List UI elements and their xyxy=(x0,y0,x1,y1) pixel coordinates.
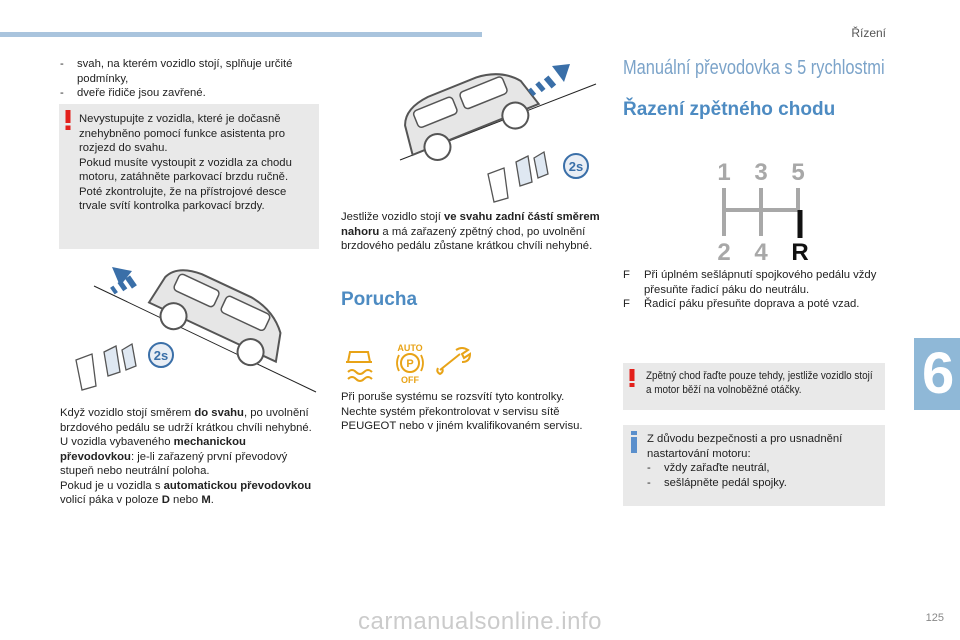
motion-arrow-icon xyxy=(110,267,137,294)
downhill-text: Když vozidlo stojí směrem do svahu, po uvolnění brzdového pedálu se udrží krátkou chvíli nehybné. U vozidla vybaveného mechanickou převodovkou: je-li zařazený první převodový stupeň nebo neutrální poloha. Pokud je u vozidla s automatickou převodovkou volicí páka v poloze D nebo M. xyxy=(60,407,312,506)
warning-box xyxy=(59,104,319,249)
warning-lamps xyxy=(340,340,480,386)
gear-shift-pattern xyxy=(712,152,812,264)
section-title: Řízení xyxy=(851,26,886,40)
warning-text: Nevystupujte z vozidla, které je dočasně znehybněno pomocí funkce asistenta pro rozjezd do svahu. Pokud musíte vystoupit z vozidla za chodu motoru, zatáhněte parkovací brzdu ručně. Poté zkontrolujte, že na přístrojové desce trvale svítí kontrolka parkovací brzdy. xyxy=(79,113,292,212)
car-rear-view-icon xyxy=(395,62,545,169)
stability-control-icon xyxy=(346,352,372,381)
chapter-number: 6 xyxy=(922,341,955,406)
safety-info-box xyxy=(623,425,885,506)
svg-text:P: P xyxy=(406,358,414,370)
conditions-list xyxy=(60,57,320,101)
gear-3-label: 3 xyxy=(754,159,768,186)
safety-info-text: Z důvodu bezpečnosti a pro usnadnění nastartování motoru: - vždy zařaďte neutrál, - sešlápněte pedál spojky. xyxy=(647,432,879,490)
downhill-car-illustration xyxy=(64,262,324,402)
reverse-warning-text: Zpětný chod řaďte pouze tehdy, jestliže vozidlo stojí a motor běží na volnoběžné otáčky. xyxy=(646,370,873,396)
auto-park-brake-icon xyxy=(397,343,423,385)
manual-gearbox-title: Manuální převodovka s 5 rychlostmi xyxy=(623,57,885,79)
list-item: - svah, na kterém vozidlo stojí, splňuje určité podmínky, xyxy=(60,58,293,85)
fault-heading: Porucha xyxy=(341,289,418,310)
timer-badge-label: 2s xyxy=(568,159,584,174)
uphill-text: Jestliže vozidlo stojí ve svahu zadní částí směrem nahoru a má zařazený zpětný chod, po uvolnění brzdového pedálu zůstane krátkou chvíli nehybné. xyxy=(341,211,600,252)
reverse-steps-list xyxy=(623,268,885,312)
svg-text:OFF: OFF xyxy=(401,375,419,385)
list-item: - dveře řidiče jsou zavřené. xyxy=(60,87,206,99)
list-item: - sešlápněte pedál spojky. xyxy=(647,476,787,489)
motion-arrow-icon xyxy=(528,64,570,96)
gear-1-label: 1 xyxy=(717,159,731,186)
header-rule xyxy=(0,32,482,37)
gear-4-label: 4 xyxy=(754,239,768,264)
fault-text: Při poruše systému se rozsvítí tyto kontrolky. Nechte systém překontrolovat v servisu sítě PEUGEOT nebo v jiném kvalifikovaném servisu. xyxy=(341,391,583,432)
reverse-gear-heading: Řazení zpětného chodu xyxy=(623,99,836,120)
reverse-warning-box xyxy=(623,363,885,410)
warning-icon xyxy=(629,369,635,387)
wrench-icon xyxy=(437,348,470,374)
chapter-tab xyxy=(914,338,960,410)
list-item: F Při úplném sešlápnutí spojkového pedálu vždy přesuňte řadicí páku do neutrálu. xyxy=(623,269,877,296)
list-item: - vždy zařaďte neutrál, xyxy=(647,462,770,474)
list-item: F Řadicí páku přesuňte doprava a poté vzad. xyxy=(623,298,860,310)
info-icon xyxy=(630,431,638,453)
page-number: 125 xyxy=(925,612,944,624)
gear-5-label: 5 xyxy=(791,159,805,186)
warning-icon xyxy=(65,110,71,130)
timer-badge-label: 2s xyxy=(153,348,169,363)
watermark: carmanualsonline.info xyxy=(358,608,602,635)
pedals-icon xyxy=(76,344,136,390)
pedals-icon xyxy=(488,152,548,202)
gear-2-label: 2 xyxy=(717,239,731,264)
uphill-car-illustration xyxy=(340,62,602,204)
gear-reverse-label: R xyxy=(791,239,809,264)
svg-text:AUTO: AUTO xyxy=(397,343,423,353)
